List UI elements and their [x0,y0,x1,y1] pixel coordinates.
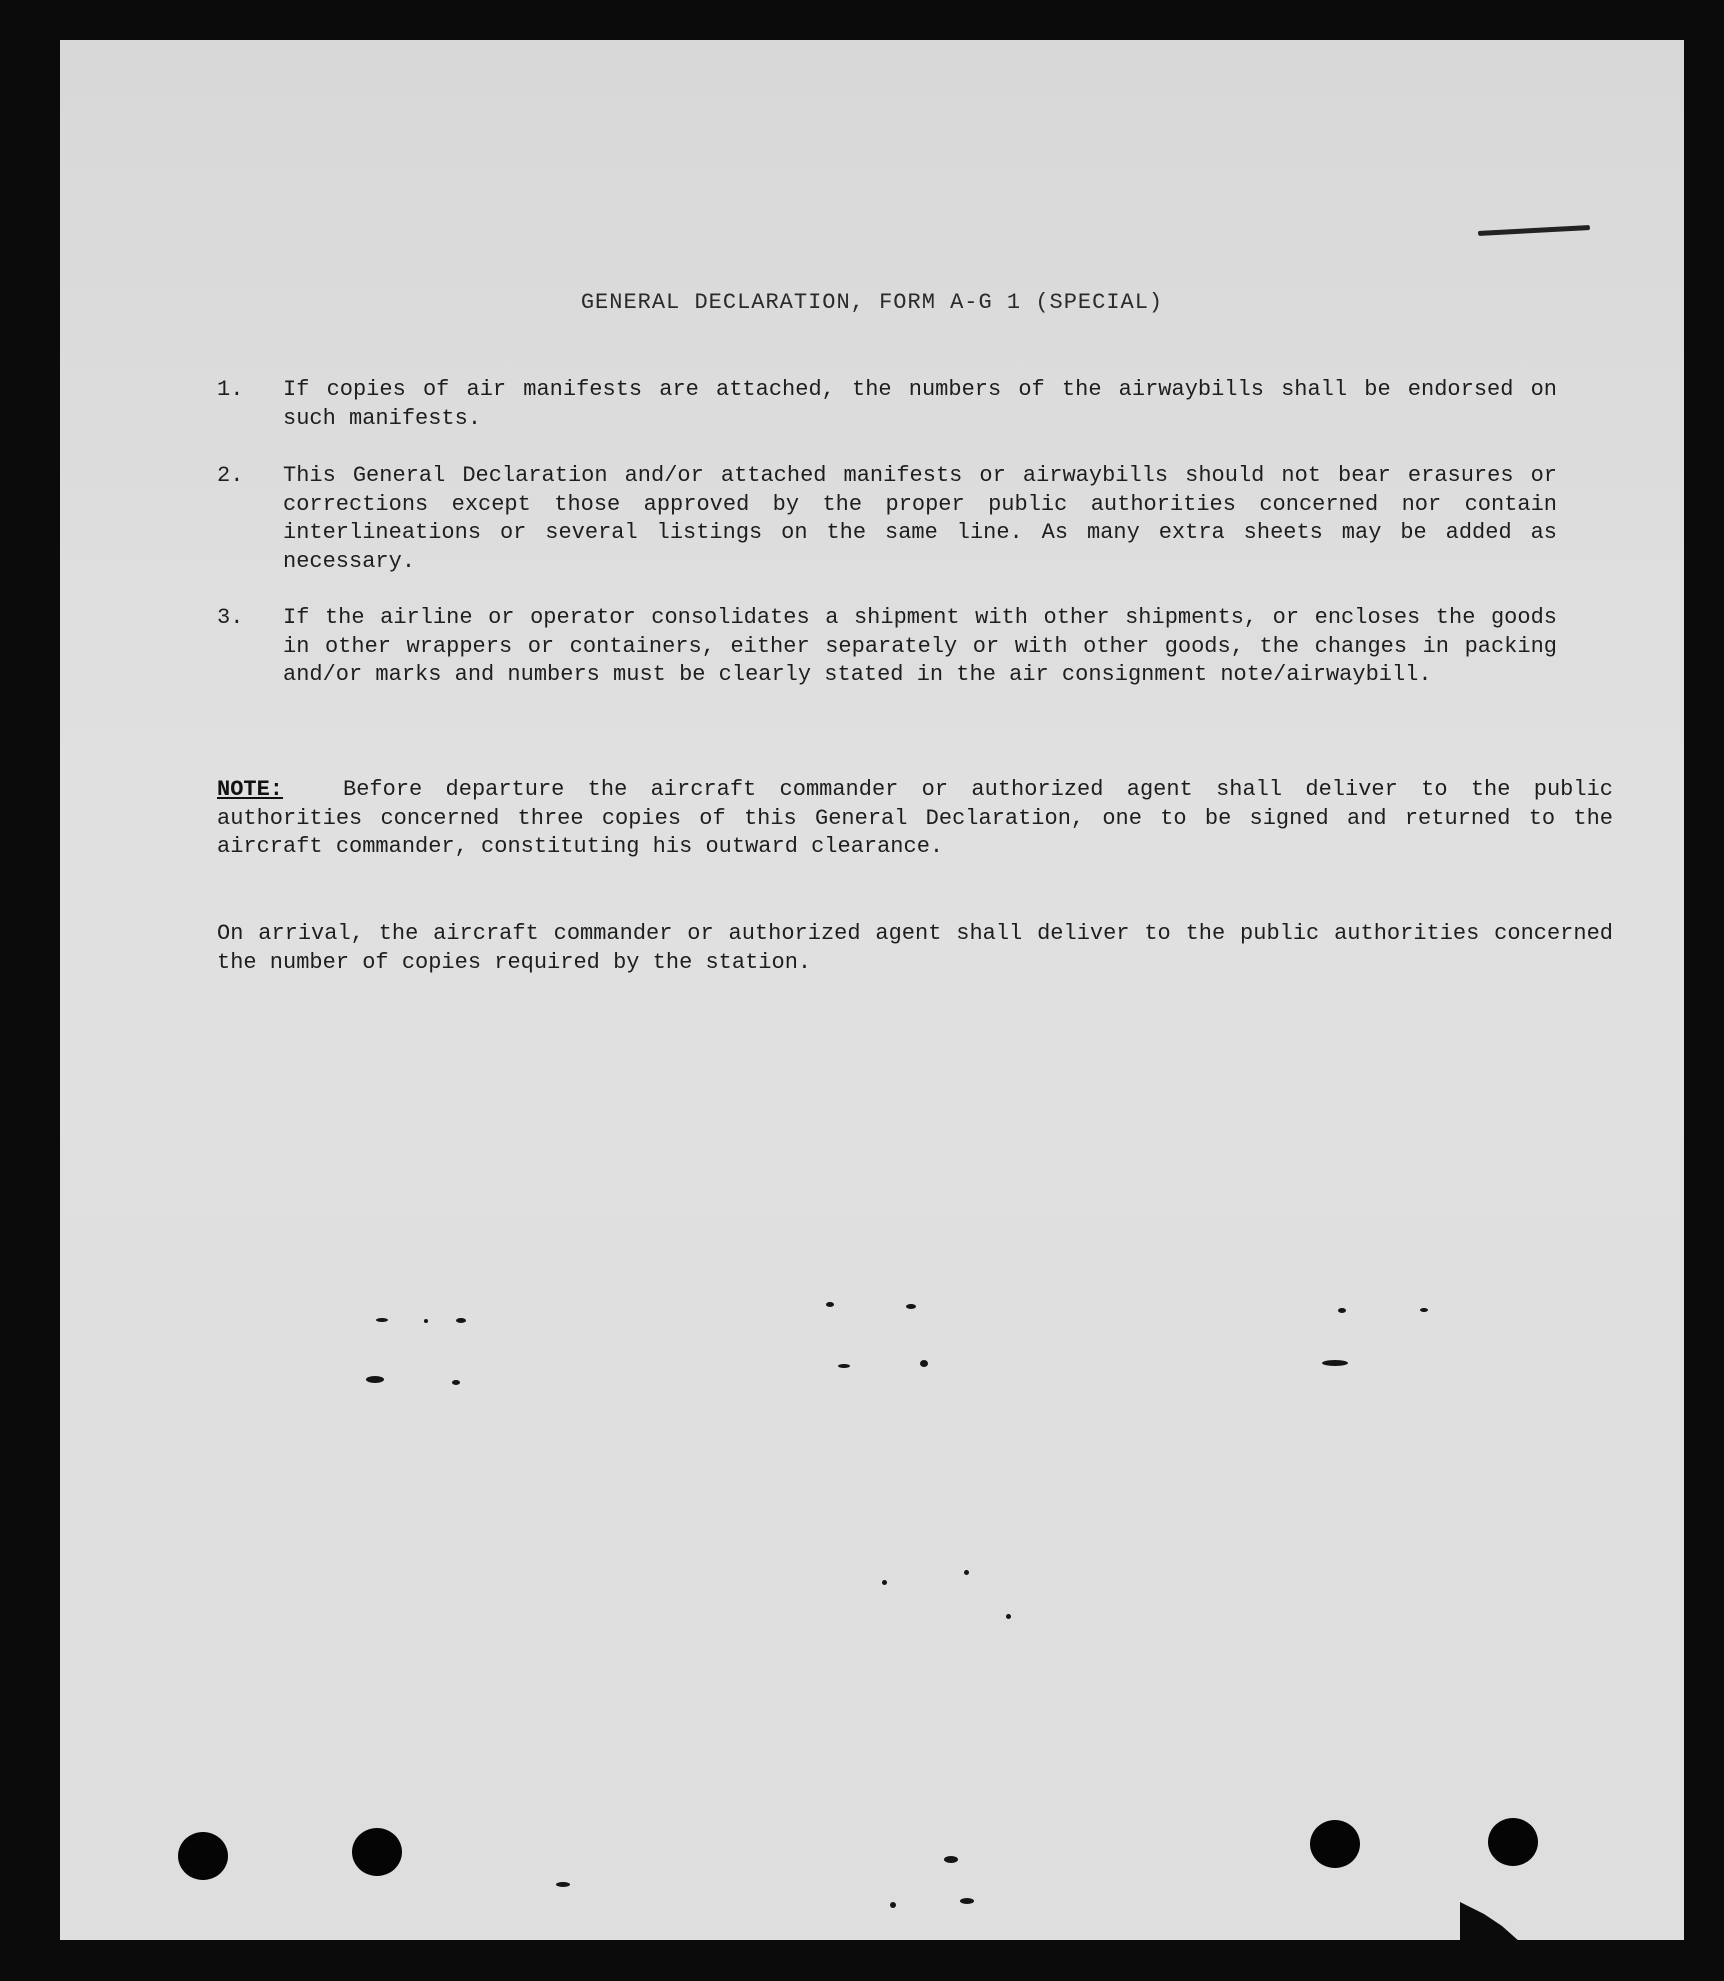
item-number: 3. [217,605,244,630]
scan-speck [906,1304,916,1309]
scan-speck [452,1380,460,1385]
item-text: This General Declaration and/or attached manifests or airwaybills should not bear erasures or corrections except those approved by the proper public authorities concerned nor contain interlineations or several listings on the same line. As many extra sheets may be added as necessary. [283,463,1557,574]
scan-speck [1006,1614,1011,1619]
item-number: 2. [217,463,244,488]
scan-speck [890,1902,896,1908]
scan-speck [882,1580,887,1585]
punch-hole [1488,1818,1538,1866]
scan-speck [366,1376,384,1383]
list-item [217,376,1557,433]
scan-speck [960,1898,974,1904]
punch-hole [352,1828,402,1876]
list-item [217,462,1557,576]
scan-speck [376,1318,388,1322]
scan-speck [556,1882,570,1887]
scan-speck [920,1360,928,1367]
punch-hole [178,1832,228,1880]
scan-speck [456,1318,466,1323]
note-text: Before departure the aircraft commander or authorized agent shall deliver to the public authorities concerned three copies of this General Declaration, one to be signed and returned to the aircraft commander, constituting his outward clearance. [217,777,1613,859]
scan-speck [424,1319,428,1323]
arrival-paragraph [217,920,1613,977]
corner-ink-mark [1460,1902,1520,1942]
item-text: If the airline or operator consolidates a shipment with other shipments, or encloses the goods in other wrappers or containers, either separately or with other goods, the changes in packing and/or marks and numbers must be clearly stated in the air consignment note/airwaybill. [283,605,1557,687]
item-number: 1. [217,377,244,402]
item-text: If copies of air manifests are attached, the numbers of the airwaybills shall be endorsed on such manifests. [283,377,1557,431]
scan-speck [1338,1308,1346,1313]
scan-speck [1322,1360,1348,1366]
ink-mark [1478,225,1590,236]
page-title: GENERAL DECLARATION, FORM A-G 1 (SPECIAL) [580,290,1164,315]
scan-speck [826,1302,834,1307]
punch-hole [1310,1820,1360,1868]
scan-speck [838,1364,850,1368]
scan-speck [964,1570,969,1575]
scan-speck [1420,1308,1428,1312]
note-label: NOTE: [217,777,284,802]
note-paragraph [217,776,1613,862]
arrival-text: On arrival, the aircraft commander or authorized agent shall deliver to the public authorities concerned the number of copies required by the station. [217,921,1613,975]
scan-speck [944,1856,958,1863]
list-item [217,604,1557,690]
document-page [60,40,1684,1940]
